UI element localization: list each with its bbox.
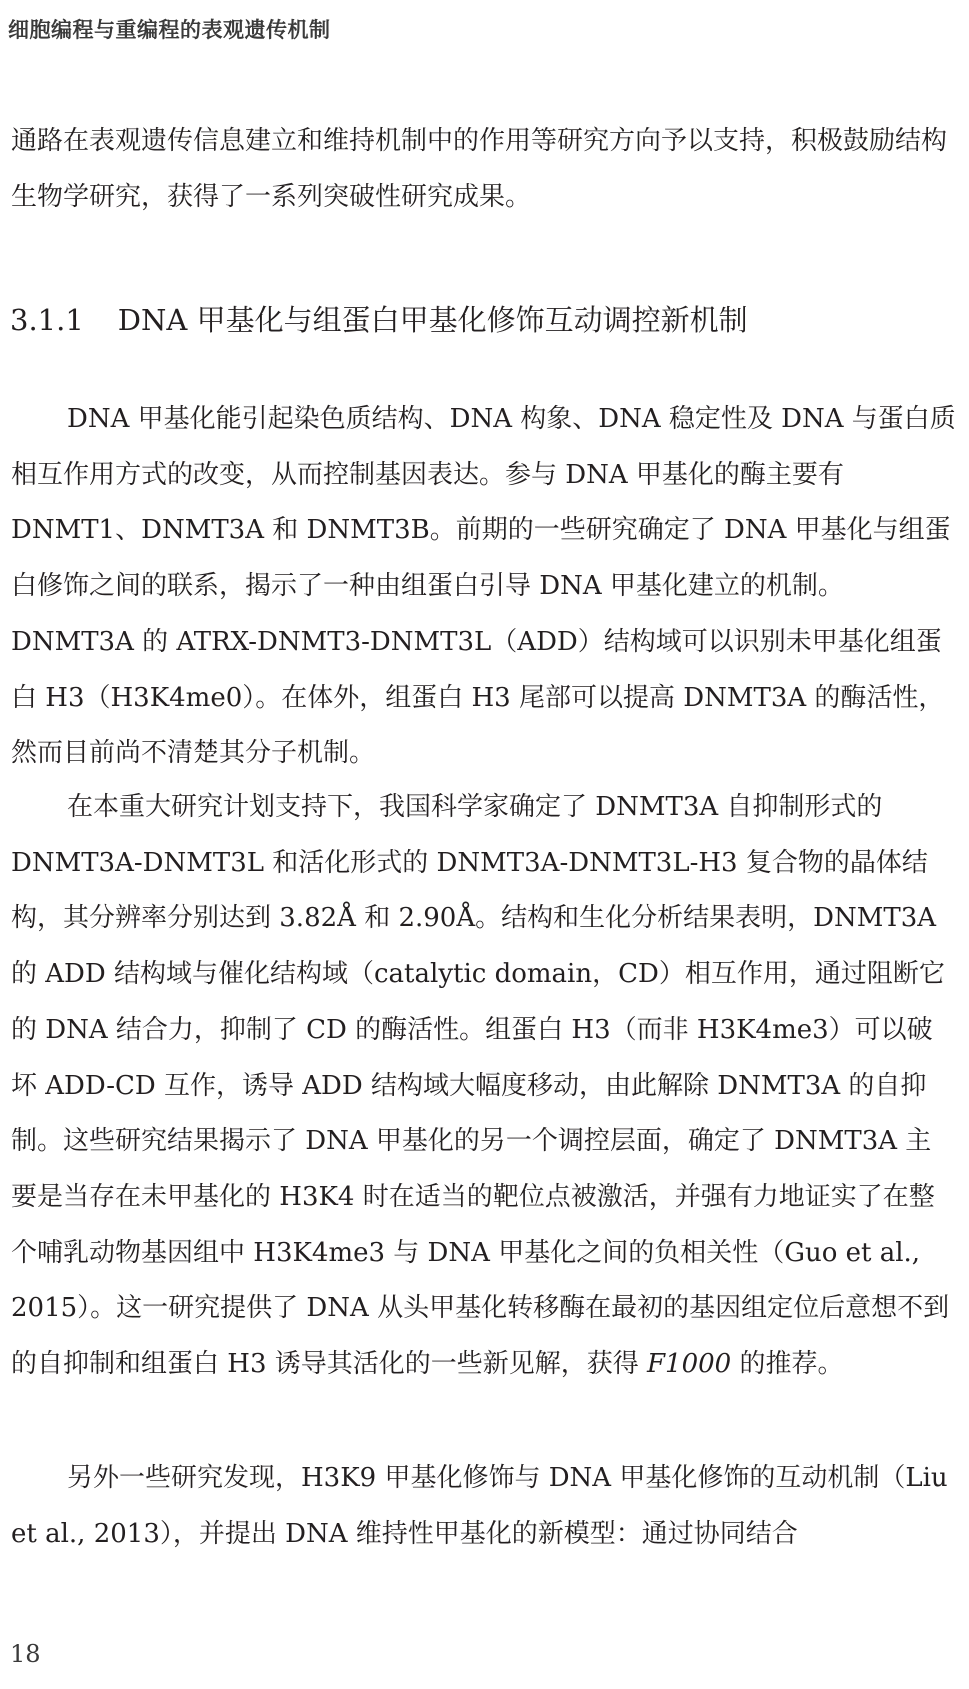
intro-paragraph: 通路在表观遗传信息建立和维持机制中的作用等研究方向予以支持，积极鼓励结构生物学研究，获得了一系列突破性研究成果。 — [11, 126, 948, 212]
body-paragraph-3: 另外一些研究发现，H3K9 甲基化修饰与 DNA 甲基化修饰的互动机制（Liu et al., 2013），并提出 DNA 维持性甲基化的新模型：通过协同结合 — [11, 1463, 948, 1549]
section-number: 3.1.1 — [10, 303, 84, 337]
body-paragraph-1: DNA 甲基化能引起染色质结构、DNA 构象、DNA 稳定性及 DNA 与蛋白质相互作用方式的改变，从而控制基因表达。参与 DNA 甲基化的酶主要有 DNMT1、DNMT3A 和 DNMT3B。前期的一些研究确定了 DNA 甲基化与组蛋白修饰之间的联系，揭示了一种由组蛋白引导 DNA 甲基化建立的机制。DNMT3A 的 ATRX-DNMT3-DNMT3L（ADD）结构域可以识别未甲基化组蛋白 H3（H3K4me0）。在体外，组蛋白 H3 尾部可以提高 DNMT3A 的酶活性，然而目前尚不清楚其分子机制。 — [11, 404, 956, 769]
paragraph-2-text: 在本重大研究计划支持下，我国科学家确定了 DNMT3A 自抑制形式的 DNMT3A-DNMT3L 和活化形式的 DNMT3A-DNMT3L-H3 复合物的晶体结构，其分辨率分别达到 3.82Å 和 2.90Å。结构和生化分析结果表明，DNMT3A 的 ADD 结构域与催化结构域（catalytic domain，CD）相互作用，通过阻断它的 DNA 结合力，抑制了 CD 的酶活性。组蛋白 H3（而非 H3K4me3）可以破坏 ADD-CD 互作，诱导 ADD 结构域大幅度移动，由此解除 DNMT3A 的自抑制。这些研究结果揭示了 DNA 甲基化的另一个调控层面，确定了 DNMT3A 主要是当存在未甲基化的 H3K4 时在适当的靶位点被激活，并强有力地证实了在整个哺乳动物基因组中 H3K4me3 与 DNA 甲基化之间的负相关性（Guo et al., 2015）。这一研究提供了 DNA 从头甲基化转移酶在最初的基因组定位后意想不到的自抑制和组蛋白 H3 诱导其活化的一些新见解，获得 — [11, 792, 950, 1380]
section-heading — [10, 300, 748, 340]
page-number: 18 — [10, 1640, 41, 1668]
paragraph-2-tail: 的推荐。 — [731, 1349, 844, 1380]
running-header: 细胞编程与重编程的表观遗传机制 — [8, 17, 331, 42]
journal-name: F1000 — [647, 1349, 732, 1380]
body-paragraph-2 — [11, 780, 957, 1393]
section-title: DNA 甲基化与组蛋白甲基化修饰互动调控新机制 — [117, 303, 748, 337]
